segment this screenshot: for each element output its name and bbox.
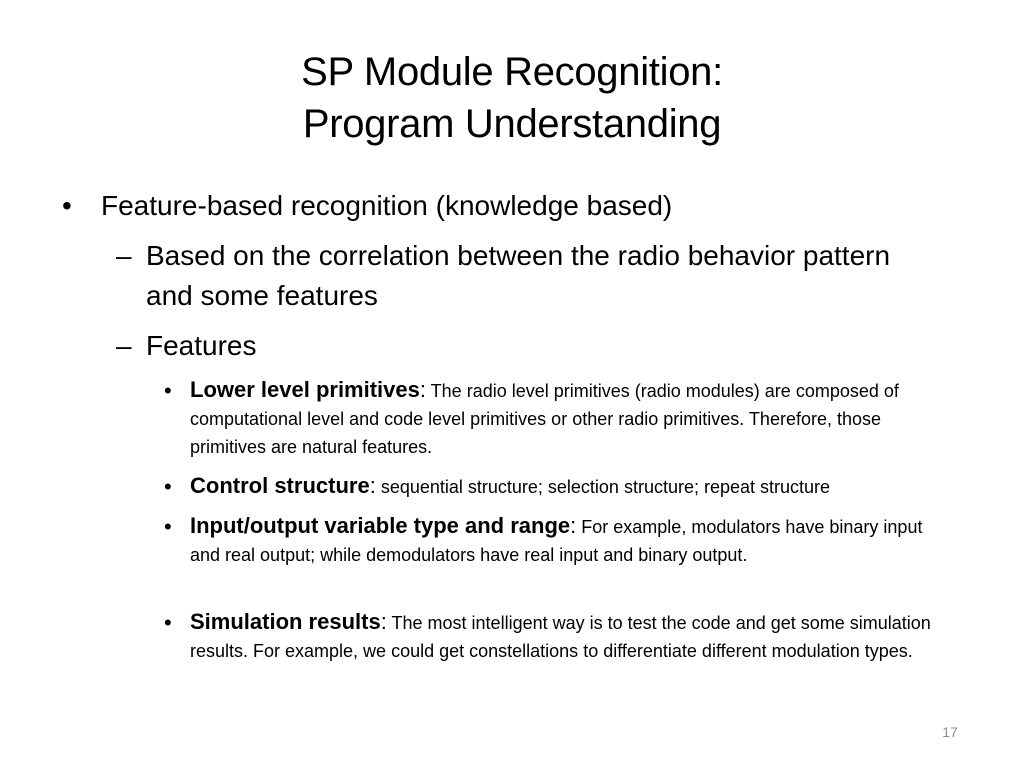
- dash-marker: –: [116, 240, 132, 271]
- dash-marker: –: [116, 330, 132, 361]
- bullet-marker: •: [164, 378, 172, 403]
- feature-term: Control structure: [190, 473, 370, 498]
- sub-bullet-features: Features: [146, 330, 257, 361]
- bullet-marker: •: [164, 514, 172, 539]
- feature-description: The most intelligent way is to test the code and get some simulation results. For example, we could get constellations to differentiate different modulation types.: [190, 613, 931, 661]
- page-number: 17: [942, 724, 958, 740]
- feature-term: Input/output variable type and range: [190, 513, 571, 538]
- feature-item-simulation-results: [190, 608, 950, 665]
- slide-title-line-2: Program Understanding: [302, 102, 722, 146]
- bullet-marker: •: [62, 190, 72, 221]
- feature-description: For example, modulators have binary input and real output; while demodulators have real input and binary output.: [190, 517, 923, 565]
- feature-separator: :: [369, 473, 376, 498]
- slide-title-line-1: SP Module Recognition:: [301, 50, 723, 94]
- feature-description: The radio level primitives (radio modules) are composed of computational level and code level primitives or other radio primitives. Therefore, those primitives are natural features.: [190, 381, 899, 457]
- bullet-marker: •: [164, 610, 172, 635]
- feature-description: sequential structure; selection structure; repeat structure: [375, 477, 831, 497]
- feature-item-input-output: [190, 512, 950, 569]
- feature-separator: :: [570, 513, 577, 538]
- feature-item-lower-level-primitives: [190, 376, 950, 461]
- feature-item-control-structure: [190, 472, 950, 501]
- sub-bullet-correlation: Based on the correlation between the radio behavior pattern and some features: [146, 240, 891, 311]
- feature-separator: :: [419, 377, 426, 402]
- feature-term: Simulation results: [190, 609, 381, 634]
- feature-term: Lower level primitives: [190, 377, 420, 402]
- bullet-feature-based-recognition: Feature-based recognition (knowledge based): [101, 190, 673, 221]
- feature-separator: :: [380, 609, 387, 634]
- bullet-marker: •: [164, 474, 172, 499]
